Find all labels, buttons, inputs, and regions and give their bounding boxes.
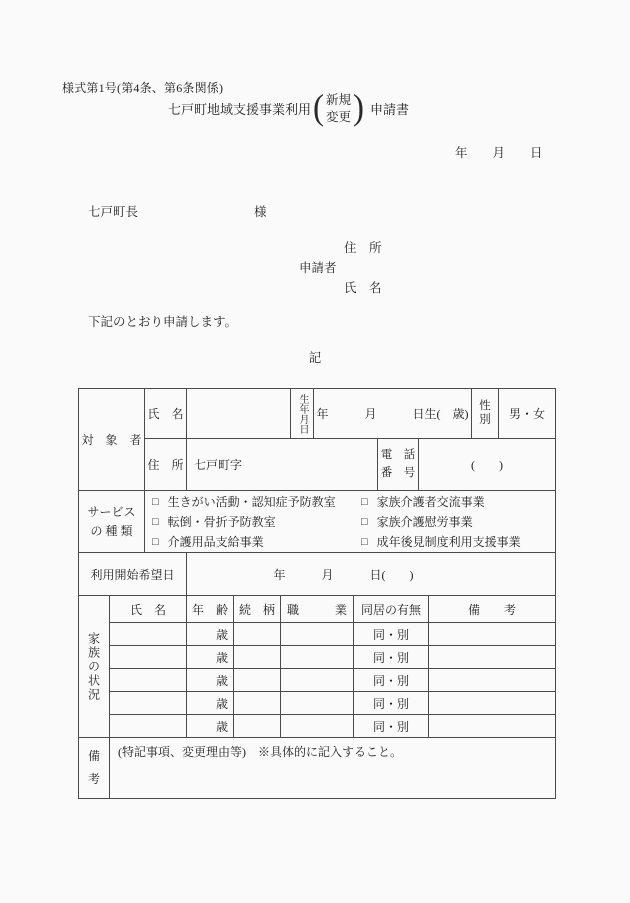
service-option-label: 生きがい活動・認知症予防教室: [167, 495, 336, 509]
family-remarks-cell: [429, 623, 556, 646]
service-options-grid: [145, 493, 555, 550]
checkbox-icon: □: [152, 495, 159, 508]
sex-value-cell: 男・女: [499, 389, 556, 439]
family-relation-cell: [234, 715, 281, 738]
service-option-label: 家族介護者交流事業: [376, 495, 485, 509]
family-remarks-cell: [429, 715, 556, 738]
target-name-label-cell: 氏 名: [145, 389, 187, 439]
family-job-cell: [281, 669, 354, 692]
remarks-label-cell: [79, 738, 110, 799]
form-number: 様式第1号(第4条、第6条関係): [62, 81, 224, 95]
remarks-note-cell: (特記事項、変更理由等) ※具体的に記入すること。: [110, 738, 556, 799]
family-name-cell: [110, 669, 187, 692]
target-name-input-cell: [187, 389, 291, 439]
title-options: [326, 92, 351, 125]
option-change: 変更: [326, 109, 352, 124]
family-header-name: 氏 名: [110, 596, 187, 623]
family-header-remarks: 備 考: [429, 596, 556, 623]
family-cohabit-cell: 同・別: [354, 623, 429, 646]
section-mark: 記: [308, 351, 322, 365]
phone-label-cell: [378, 439, 419, 491]
family-job-cell: [281, 623, 354, 646]
checkbox-icon: □: [152, 535, 159, 548]
option-new: 新規: [326, 93, 352, 108]
address-value-cell: 七戸町字: [187, 439, 378, 491]
start-date-value-cell: 年 月 日( ): [187, 553, 556, 596]
family-relation-cell: [234, 646, 281, 669]
addressee: 七戸町長: [88, 205, 139, 219]
dob-value-cell: 年 月 日生( 歳): [314, 389, 472, 439]
dob-label-cell: 生年月日: [291, 389, 314, 439]
sex-label-line1: 性: [479, 399, 491, 412]
family-relation-cell: [234, 623, 281, 646]
family-age-cell: 歳: [187, 623, 234, 646]
open-bracket: (: [313, 88, 325, 128]
service-option: [361, 533, 555, 550]
phone-value-cell: ( ): [419, 439, 556, 491]
service-option: [361, 513, 555, 530]
remarks-label-line1: 備: [87, 748, 100, 763]
service-option: [152, 493, 361, 510]
family-status-label-cell: 家族の状況: [79, 596, 110, 738]
family-remarks-cell: [429, 646, 556, 669]
date-line: 年 月 日: [455, 146, 543, 160]
checkbox-icon: □: [361, 535, 368, 548]
service-option: [152, 533, 361, 550]
service-option-label: 成年後見制度利用支援事業: [376, 535, 521, 549]
checkbox-icon: □: [361, 515, 368, 528]
intro-text: 下記のとおり申請します。: [88, 315, 238, 329]
service-label-line2: の 種 類: [90, 523, 133, 538]
family-cohabit-cell: 同・別: [354, 646, 429, 669]
title-suffix: 申請書: [370, 102, 410, 117]
family-name-cell: [110, 692, 187, 715]
family-cohabit-cell: 同・別: [354, 669, 429, 692]
service-option-label: 介護用品支給事業: [167, 535, 264, 549]
family-name-cell: [110, 623, 187, 646]
family-job-cell: [281, 692, 354, 715]
checkbox-icon: □: [152, 515, 159, 528]
family-name-cell: [110, 715, 187, 738]
sex-label-cell: [472, 389, 499, 439]
family-relation-cell: [234, 669, 281, 692]
service-option-label: 転倒・骨折予防教室: [167, 515, 276, 529]
family-job-cell: [281, 715, 354, 738]
remarks-label-line2: 考: [87, 772, 100, 786]
family-job-cell: [281, 646, 354, 669]
page-title: [168, 88, 410, 128]
phone-label-line1: 電 話: [380, 448, 416, 461]
family-relation-cell: [234, 692, 281, 715]
address-label-cell: 住 所: [145, 439, 187, 491]
family-remarks-cell: [429, 669, 556, 692]
family-age-cell: 歳: [187, 692, 234, 715]
checkbox-icon: □: [361, 495, 368, 508]
start-date-label-cell: 利用開始希望日: [79, 553, 187, 596]
family-header-job: 職 業: [281, 596, 354, 623]
family-age-cell: 歳: [187, 669, 234, 692]
service-option: [152, 513, 361, 530]
target-person-label-cell: 対 象 者: [79, 389, 145, 491]
family-remarks-cell: [429, 692, 556, 715]
close-bracket: ): [353, 88, 365, 128]
sex-label-line2: 別: [479, 413, 491, 426]
applicant-label: 申請者: [299, 261, 337, 275]
family-age-cell: 歳: [187, 715, 234, 738]
applicant-address-label: 住 所: [344, 241, 382, 255]
family-cohabit-cell: 同・別: [354, 692, 429, 715]
family-header-cohabit: 同居の有無: [354, 596, 429, 623]
family-header-relation: 続 柄: [234, 596, 281, 623]
applicant-name-label: 氏 名: [344, 281, 382, 295]
family-age-cell: 歳: [187, 646, 234, 669]
service-option: [361, 493, 555, 510]
honorific: 様: [254, 205, 267, 219]
application-table: [78, 388, 556, 799]
service-type-label-cell: [79, 491, 145, 553]
service-options-cell: [145, 491, 556, 553]
phone-label-line2: 番 号: [380, 466, 416, 479]
family-cohabit-cell: 同・別: [354, 715, 429, 738]
family-name-cell: [110, 646, 187, 669]
service-option-label: 家族介護慰労事業: [376, 515, 473, 529]
family-header-age: 年 齢: [187, 596, 234, 623]
service-label-line1: サービス: [87, 504, 136, 519]
title-prefix: 七戸町地域支援事業利用: [168, 102, 312, 117]
